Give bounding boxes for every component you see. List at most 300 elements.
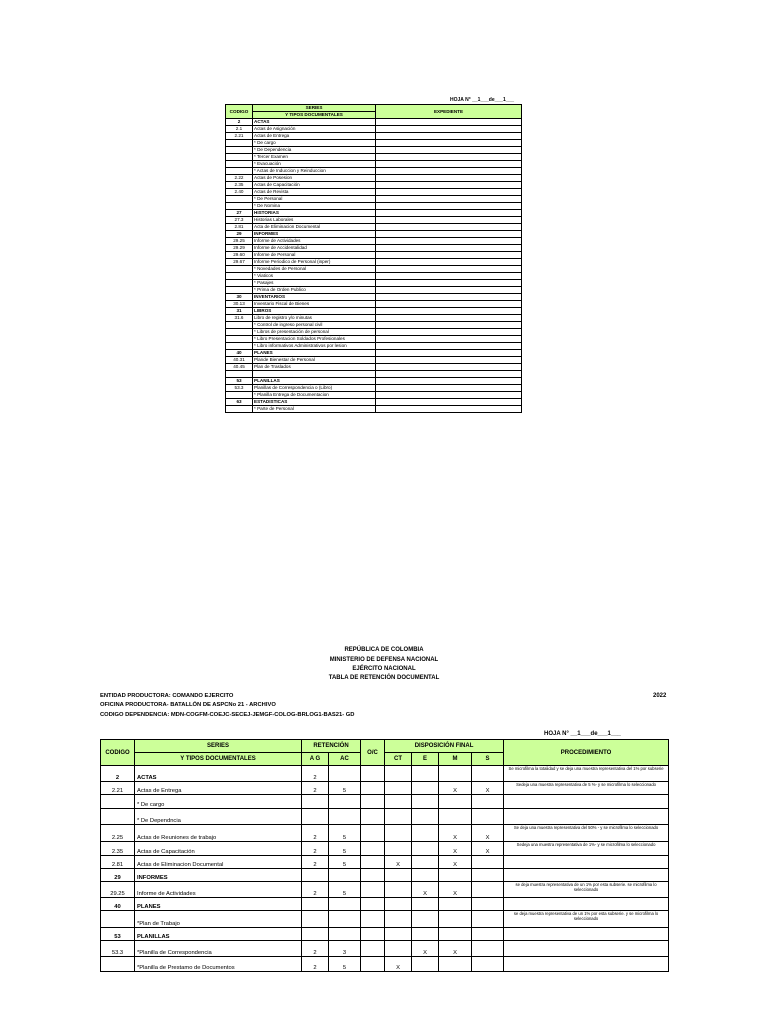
sheet1-cell-series: PLANES bbox=[253, 350, 376, 357]
sheet1-cell-expediente bbox=[376, 406, 522, 413]
sheet2-cell-procedimiento bbox=[504, 856, 669, 869]
sheet2-cell-code: 2.81 bbox=[101, 856, 135, 869]
sheet2-cell-s bbox=[472, 941, 504, 957]
sheet1-header-series: SERIES bbox=[253, 105, 376, 112]
sheet1-cell-code bbox=[226, 329, 253, 336]
sheet1-cell-code: 63 bbox=[226, 399, 253, 406]
sheet1-row bbox=[226, 126, 522, 133]
sheet2-cell-procedimiento: Sedeja una muestra representativa de 1%- y se microfilma lo seleccionado bbox=[504, 842, 669, 856]
sheet2-header-series: SERIES bbox=[135, 740, 302, 753]
sheet2-cell-code bbox=[101, 911, 135, 928]
sheet1-cell-series: Historias Laborales bbox=[253, 217, 376, 224]
sheet2-cell-ct bbox=[385, 911, 412, 928]
sheet2-cell-oc bbox=[361, 869, 385, 882]
sheet1-cell-expediente bbox=[376, 140, 522, 147]
sheet1-cell-code: 2.22 bbox=[226, 175, 253, 182]
sheet1-row bbox=[226, 336, 522, 343]
sheet1-row bbox=[226, 378, 522, 385]
sheet1-cell-code: 27 bbox=[226, 210, 253, 217]
sheet2-header-s: S bbox=[472, 753, 504, 766]
sheet2-header-tipos: Y TIPOS DOCUMENTALES bbox=[135, 753, 302, 766]
sheet2-cell-series: Informe de Actividades bbox=[135, 882, 302, 898]
sheet2-cell-ac: 5 bbox=[329, 856, 361, 869]
sheet2-cell-oc bbox=[361, 809, 385, 825]
sheet2-cell-s bbox=[472, 795, 504, 809]
sheet1-cell-expediente bbox=[376, 273, 522, 280]
sheet2-cell-oc bbox=[361, 882, 385, 898]
codigo-dependencia: CODIGO DEPENDENCIA: MDN-COGFM-COEJC-SECEJ-JEMGF-COLOG-BRLOG1-BAS21- GD bbox=[100, 712, 355, 718]
sheet2-cell-code: 2 bbox=[101, 766, 135, 782]
sheet2-cell-series: Actas de Eliminacion Documental bbox=[135, 856, 302, 869]
sheet2-cell-series: Actas de Reuniones de trabajo bbox=[135, 825, 302, 842]
sheet2-cell-ag: 2 bbox=[302, 882, 329, 898]
sheet2-cell-oc bbox=[361, 928, 385, 941]
sheet2-cell-ag: 2 bbox=[302, 941, 329, 957]
sheet2-row bbox=[101, 782, 669, 795]
sheet1-cell-code: 29 bbox=[226, 231, 253, 238]
sheet2-cell-m: X bbox=[439, 825, 472, 842]
sheet2-cell-ct bbox=[385, 782, 412, 795]
sheet1-cell-code bbox=[226, 322, 253, 329]
sheet1-cell-series: Plande Bienestar de Personal bbox=[253, 357, 376, 364]
sheet1-cell-code: 31 bbox=[226, 308, 253, 315]
sheet1-row bbox=[226, 301, 522, 308]
sheet2-cell-ag: 2 bbox=[302, 856, 329, 869]
sheet1-cell-series: ESTADISTICAS bbox=[253, 399, 376, 406]
sheet2-row bbox=[101, 856, 669, 869]
sheet1-cell-expediente bbox=[376, 119, 522, 126]
sheet1-row bbox=[226, 203, 522, 210]
sheet2-cell-m bbox=[439, 766, 472, 782]
sheet1-cell-expediente bbox=[376, 357, 522, 364]
sheet1-cell-expediente bbox=[376, 350, 522, 357]
sheet2-cell-series: * De cargo bbox=[135, 795, 302, 809]
sheet2-cell-procedimiento: Se deja una muestra representativa del 50% - y se microfilma lo seleccionado bbox=[504, 825, 669, 842]
sheet2-cell-oc bbox=[361, 842, 385, 856]
sheet2-cell-e bbox=[412, 809, 439, 825]
sheet2-cell-m bbox=[439, 869, 472, 882]
sheet1-row bbox=[226, 294, 522, 301]
sheet1-cell-expediente bbox=[376, 168, 522, 175]
sheet2-cell-code: 53 bbox=[101, 928, 135, 941]
sheet2-row bbox=[101, 809, 669, 825]
sheet1-row bbox=[226, 399, 522, 406]
sheet2-cell-m bbox=[439, 795, 472, 809]
sheet1-row bbox=[226, 140, 522, 147]
sheet2-cell-e bbox=[412, 869, 439, 882]
sheet1-cell-series: * Planilla Entrega de Documentacion bbox=[253, 392, 376, 399]
sheet1-cell-series: PLANILLAS bbox=[253, 378, 376, 385]
sheet2-cell-ct bbox=[385, 766, 412, 782]
sheet1-cell-code bbox=[226, 280, 253, 287]
sheet1-cell-code bbox=[226, 147, 253, 154]
sheet1-cell-code: 2.40 bbox=[226, 189, 253, 196]
sheet1-cell-code: 27.3 bbox=[226, 217, 253, 224]
sheet1-row bbox=[226, 364, 522, 371]
sheet1-cell-series: Actas de Entrega bbox=[253, 133, 376, 140]
sheet1-row bbox=[226, 392, 522, 399]
sheet1-cell-code bbox=[226, 168, 253, 175]
sheet2-cell-procedimiento bbox=[504, 941, 669, 957]
sheet1-row bbox=[226, 210, 522, 217]
sheet1-cell-series: Plan de Traslados bbox=[253, 364, 376, 371]
sheet1-cell-series: * Actas de Induccion y Reinduccion bbox=[253, 168, 376, 175]
sheet2-cell-ac bbox=[329, 911, 361, 928]
sheet1-row bbox=[226, 147, 522, 154]
sheet2-cell-s bbox=[472, 766, 504, 782]
sheet2-cell-ct bbox=[385, 809, 412, 825]
sheet1-cell-expediente bbox=[376, 224, 522, 231]
sheet2-cell-series: Actas de Entrega bbox=[135, 782, 302, 795]
sheet1-cell-expediente bbox=[376, 266, 522, 273]
sheet1-cell-code: 40.31 bbox=[226, 357, 253, 364]
sheet2-cell-code: 40 bbox=[101, 898, 135, 911]
sheet1-cell-expediente bbox=[376, 385, 522, 392]
sheet1-row bbox=[226, 329, 522, 336]
sheet1-row bbox=[226, 154, 522, 161]
ministry-title: MINISTERIO DE DEFENSA NACIONAL bbox=[329, 657, 439, 663]
sheet1-cell-series: Actas de Revista bbox=[253, 189, 376, 196]
sheet2-cell-series: Actas de Capacitación bbox=[135, 842, 302, 856]
sheet2-cell-ac: 3 bbox=[329, 941, 361, 957]
sheet2-cell-e: X bbox=[412, 941, 439, 957]
sheet1-row bbox=[226, 287, 522, 294]
sheet2-cell-m bbox=[439, 898, 472, 911]
sheet1-cell-series: * Parte de Personal bbox=[253, 406, 376, 413]
sheet1-cell-code bbox=[226, 392, 253, 399]
sheet1-cell-expediente bbox=[376, 147, 522, 154]
sheet2-cell-oc bbox=[361, 898, 385, 911]
sheet1-cell-series: LIBROS bbox=[253, 308, 376, 315]
sheet1-cell-code: 2.35 bbox=[226, 182, 253, 189]
sheet2-cell-s: X bbox=[472, 825, 504, 842]
sheet2-row bbox=[101, 795, 669, 809]
sheet2-cell-ag: 2 bbox=[302, 842, 329, 856]
sheet2-cell-ct bbox=[385, 928, 412, 941]
sheet2-header-retencion: RETENCIÓN bbox=[302, 740, 361, 753]
sheet1-row bbox=[226, 168, 522, 175]
sheet1-cell-code bbox=[226, 273, 253, 280]
sheet2-cell-ct bbox=[385, 842, 412, 856]
sheet1-row bbox=[226, 371, 522, 378]
sheet2-cell-ct bbox=[385, 898, 412, 911]
sheet2-cell-s bbox=[472, 911, 504, 928]
sheet1-cell-code: 2.1 bbox=[226, 126, 253, 133]
sheet2-row bbox=[101, 957, 669, 972]
sheet2-cell-ag bbox=[302, 911, 329, 928]
sheet2-cell-series: *Planilla de Correspondencia bbox=[135, 941, 302, 957]
sheet1-cell-expediente bbox=[376, 175, 522, 182]
sheet2-cell-ct: X bbox=[385, 957, 412, 972]
sheet1-cell-expediente bbox=[376, 308, 522, 315]
sheet1-row bbox=[226, 196, 522, 203]
sheet1-cell-series: Informe de Accidentalidad bbox=[253, 245, 376, 252]
sheet1-cell-code: 2 bbox=[226, 119, 253, 126]
sheet2-cell-m: X bbox=[439, 882, 472, 898]
sheet1-cell-code: 2.81 bbox=[226, 224, 253, 231]
sheet1-cell-series: * De Nomina bbox=[253, 203, 376, 210]
sheet1-cell-code bbox=[226, 343, 253, 350]
sheet1-cell-expediente bbox=[376, 392, 522, 399]
sheet2-cell-ag bbox=[302, 795, 329, 809]
sheet2-cell-e bbox=[412, 928, 439, 941]
sheet1-cell-series: * De Dependencia bbox=[253, 147, 376, 154]
sheet2-cell-e bbox=[412, 911, 439, 928]
sheet1-cell-expediente bbox=[376, 259, 522, 266]
document-title: TABLA DE RETENCIÓN DOCUMENTAL bbox=[328, 675, 440, 681]
sheet2-header-ct: CT bbox=[385, 753, 412, 766]
sheet1-cell-expediente bbox=[376, 210, 522, 217]
sheet1-cell-expediente bbox=[376, 196, 522, 203]
sheet1-cell-series: * Tercer Examen bbox=[253, 154, 376, 161]
sheet2-cell-procedimiento bbox=[504, 869, 669, 882]
sheet2-cell-ag: 2 bbox=[302, 957, 329, 972]
sheet1-cell-expediente bbox=[376, 182, 522, 189]
sheet2-cell-oc bbox=[361, 766, 385, 782]
sheet1-row bbox=[226, 119, 522, 126]
sheet2-cell-series: ACTAS bbox=[135, 766, 302, 782]
republic-title: REPÚBLICA DE COLOMBIA bbox=[344, 647, 424, 653]
sheet1-header-expediente: EXPEDIENTE bbox=[376, 105, 522, 119]
sheet2-cell-e bbox=[412, 795, 439, 809]
sheet1-cell-code bbox=[226, 196, 253, 203]
sheet2-row bbox=[101, 882, 669, 898]
sheet2-cell-oc bbox=[361, 911, 385, 928]
sheet2-cell-ct: X bbox=[385, 856, 412, 869]
sheet2-cell-series: *Planilla de Prestamo de Documentos bbox=[135, 957, 302, 972]
sheet1-cell-expediente bbox=[376, 322, 522, 329]
sheet1-row bbox=[226, 385, 522, 392]
sheet1-row bbox=[226, 231, 522, 238]
sheet1-row bbox=[226, 280, 522, 287]
sheet2-cell-s bbox=[472, 882, 504, 898]
sheet1-cell-series: Informe Periodico de Personal (inper) bbox=[253, 259, 376, 266]
sheet2-cell-code bbox=[101, 795, 135, 809]
sheet1-cell-series bbox=[253, 371, 376, 378]
sheet1-cell-code bbox=[226, 161, 253, 168]
sheet1-header-tipos: Y TIPOS DOCUMENTALES bbox=[253, 112, 376, 119]
oficina-productora: OFICINA PRODUCTORA- BATALLÓN DE ASPCNo 21 - ARCHIVO bbox=[100, 702, 276, 708]
sheet1-cell-series: Libro de registro y/o minutas bbox=[253, 315, 376, 322]
sheet1-cell-code: 30 bbox=[226, 294, 253, 301]
sheet2-row bbox=[101, 941, 669, 957]
sheet2-cell-oc bbox=[361, 941, 385, 957]
army-title: EJÉRCITO NACIONAL bbox=[352, 666, 416, 672]
sheet1-row bbox=[226, 161, 522, 168]
sheet1-row bbox=[226, 259, 522, 266]
sheet2-cell-ag: 2 bbox=[302, 825, 329, 842]
sheet1-cell-code bbox=[226, 287, 253, 294]
sheet2-cell-oc bbox=[361, 856, 385, 869]
sheet2-cell-ac: 5 bbox=[329, 882, 361, 898]
sheet2-cell-procedimiento: se deja muestra representativa de un 1% por esta subserie. se microfilma lo seleccionado bbox=[504, 882, 669, 898]
sheet2-cell-ac bbox=[329, 795, 361, 809]
sheet2-page-number: HOJA N° __1___de___1___ bbox=[544, 731, 621, 737]
sheet1-row bbox=[226, 175, 522, 182]
sheet2-cell-e bbox=[412, 766, 439, 782]
sheet2-cell-m: X bbox=[439, 941, 472, 957]
sheet1-row bbox=[226, 350, 522, 357]
sheet2-cell-s: X bbox=[472, 842, 504, 856]
sheet2-row bbox=[101, 911, 669, 928]
sheet1-cell-series: * Libro informativos Administrativos por lesion bbox=[253, 343, 376, 350]
sheet1-cell-expediente bbox=[376, 238, 522, 245]
sheet1-table bbox=[225, 104, 522, 413]
sheet2-cell-procedimiento bbox=[504, 795, 669, 809]
sheet1-cell-code: 40.45 bbox=[226, 364, 253, 371]
sheet1-cell-series: Acta de Eliminacion Documental bbox=[253, 224, 376, 231]
sheet2-cell-ag bbox=[302, 809, 329, 825]
sheet1-cell-expediente bbox=[376, 336, 522, 343]
sheet2-header-e: E bbox=[412, 753, 439, 766]
sheet2-header-oc: O/C bbox=[361, 740, 385, 766]
sheet1-cell-series: * De cargo bbox=[253, 140, 376, 147]
sheet1-cell-series: Informe de Actividades bbox=[253, 238, 376, 245]
sheet2-cell-code: 2.21 bbox=[101, 782, 135, 795]
sheet1-row bbox=[226, 217, 522, 224]
sheet2-cell-e bbox=[412, 856, 439, 869]
sheet2-cell-s bbox=[472, 809, 504, 825]
sheet1-cell-expediente bbox=[376, 126, 522, 133]
sheet1-cell-code: 29.67 bbox=[226, 259, 253, 266]
sheet2-cell-m bbox=[439, 928, 472, 941]
sheet2-cell-ag bbox=[302, 869, 329, 882]
sheet1-cell-series: * Libros de presentación de personal bbox=[253, 329, 376, 336]
sheet1-cell-expediente bbox=[376, 154, 522, 161]
sheet1-cell-code bbox=[226, 266, 253, 273]
sheet1-row bbox=[226, 315, 522, 322]
sheet2-cell-oc bbox=[361, 795, 385, 809]
sheet2-cell-e bbox=[412, 782, 439, 795]
sheet2-header-ac: AC bbox=[329, 753, 361, 766]
sheet2-cell-series: *Plan de Trabajo bbox=[135, 911, 302, 928]
sheet2-cell-ag bbox=[302, 928, 329, 941]
sheet2-cell-s bbox=[472, 928, 504, 941]
sheet1-cell-expediente bbox=[376, 252, 522, 259]
sheet1-cell-code bbox=[226, 203, 253, 210]
sheet2-row bbox=[101, 825, 669, 842]
sheet2-header-m: M bbox=[439, 753, 472, 766]
sheet1-cell-code: 2.21 bbox=[226, 133, 253, 140]
sheet2-row bbox=[101, 898, 669, 911]
sheet1-row bbox=[226, 308, 522, 315]
sheet2-cell-ac bbox=[329, 869, 361, 882]
sheet2-cell-procedimiento bbox=[504, 809, 669, 825]
sheet2-cell-code: 29 bbox=[101, 869, 135, 882]
sheet2-cell-series: PLANILLAS bbox=[135, 928, 302, 941]
sheet2-cell-m bbox=[439, 957, 472, 972]
sheet1-cell-expediente bbox=[376, 378, 522, 385]
sheet2-cell-ac bbox=[329, 898, 361, 911]
sheet2-header-ag: A G bbox=[302, 753, 329, 766]
sheet1-cell-series: * Viaticos bbox=[253, 273, 376, 280]
sheet2-cell-code bbox=[101, 957, 135, 972]
sheet1-cell-expediente bbox=[376, 294, 522, 301]
sheet2-cell-ac: 5 bbox=[329, 782, 361, 795]
sheet1-cell-expediente bbox=[376, 371, 522, 378]
sheet1-row bbox=[226, 266, 522, 273]
sheet2-cell-ac bbox=[329, 928, 361, 941]
sheet2-cell-series: * De Dependncia bbox=[135, 809, 302, 825]
sheet1-row bbox=[226, 406, 522, 413]
sheet2-cell-s bbox=[472, 898, 504, 911]
sheet1-cell-expediente bbox=[376, 315, 522, 322]
sheet1-row bbox=[226, 238, 522, 245]
sheet1-cell-code bbox=[226, 336, 253, 343]
sheet1-cell-expediente bbox=[376, 217, 522, 224]
sheet1-row bbox=[226, 224, 522, 231]
sheet1-cell-code bbox=[226, 371, 253, 378]
sheet2-cell-ct bbox=[385, 869, 412, 882]
sheet2-cell-s bbox=[472, 869, 504, 882]
sheet2-cell-code: 29.25 bbox=[101, 882, 135, 898]
sheet1-row bbox=[226, 245, 522, 252]
sheet1-cell-expediente bbox=[376, 203, 522, 210]
sheet1-cell-series: Actas de Asignación bbox=[253, 126, 376, 133]
sheet2-cell-oc bbox=[361, 782, 385, 795]
sheet2-cell-e: X bbox=[412, 882, 439, 898]
sheet1-cell-code: 29.60 bbox=[226, 252, 253, 259]
sheet1-cell-series: * Pasajes bbox=[253, 280, 376, 287]
sheet1-cell-series: INVENTARIOS bbox=[253, 294, 376, 301]
sheet1-cell-series: INFORMES bbox=[253, 231, 376, 238]
sheet2-cell-code: 2.35 bbox=[101, 842, 135, 856]
sheet2-row bbox=[101, 766, 669, 782]
sheet2-cell-ac bbox=[329, 766, 361, 782]
sheet1-cell-series: * Prima de Orden Publico bbox=[253, 287, 376, 294]
sheet1-cell-expediente bbox=[376, 287, 522, 294]
sheet1-row bbox=[226, 322, 522, 329]
sheet1-cell-series: * De Personal bbox=[253, 196, 376, 203]
sheet2-cell-m: X bbox=[439, 782, 472, 795]
sheet1-cell-series: * Control de ingreso personal civil bbox=[253, 322, 376, 329]
sheet2-row bbox=[101, 928, 669, 941]
sheet1-cell-code: 40 bbox=[226, 350, 253, 357]
sheet2-cell-e bbox=[412, 957, 439, 972]
sheet1-cell-series: * Evacuación bbox=[253, 161, 376, 168]
sheet2-cell-s bbox=[472, 856, 504, 869]
sheet2-cell-ac bbox=[329, 809, 361, 825]
sheet2-cell-ac: 5 bbox=[329, 957, 361, 972]
sheet1-cell-series: ACTAS bbox=[253, 119, 376, 126]
sheet1-cell-expediente bbox=[376, 245, 522, 252]
sheet1-row bbox=[226, 133, 522, 140]
sheet1-cell-expediente bbox=[376, 280, 522, 287]
sheet2-cell-m: X bbox=[439, 842, 472, 856]
sheet1-page-number: HOJA N° __1___de___1___ bbox=[450, 97, 515, 103]
sheet1-cell-code bbox=[226, 406, 253, 413]
sheet1-cell-expediente bbox=[376, 161, 522, 168]
sheet2-cell-e bbox=[412, 842, 439, 856]
sheet2-cell-m bbox=[439, 809, 472, 825]
sheet2-cell-ct bbox=[385, 941, 412, 957]
sheet1-cell-series: Informe de Personal bbox=[253, 252, 376, 259]
sheet1-cell-series: * Novedades de Personal bbox=[253, 266, 376, 273]
sheet2-row bbox=[101, 842, 669, 856]
sheet2-cell-code: 53.3 bbox=[101, 941, 135, 957]
sheet2-cell-series: PLANES bbox=[135, 898, 302, 911]
sheet2-cell-ac: 5 bbox=[329, 825, 361, 842]
sheet1-cell-expediente bbox=[376, 343, 522, 350]
sheet1-cell-expediente bbox=[376, 364, 522, 371]
sheet2-cell-procedimiento: Se microfilma la totalidad y se deja una muestra representativa del 1% por subserie bbox=[504, 766, 669, 782]
sheet2-cell-ct bbox=[385, 882, 412, 898]
sheet1-row bbox=[226, 252, 522, 259]
sheet2-cell-ac: 5 bbox=[329, 842, 361, 856]
sheet2-cell-oc bbox=[361, 957, 385, 972]
sheet1-cell-expediente bbox=[376, 329, 522, 336]
sheet1-cell-code: 31.6 bbox=[226, 315, 253, 322]
